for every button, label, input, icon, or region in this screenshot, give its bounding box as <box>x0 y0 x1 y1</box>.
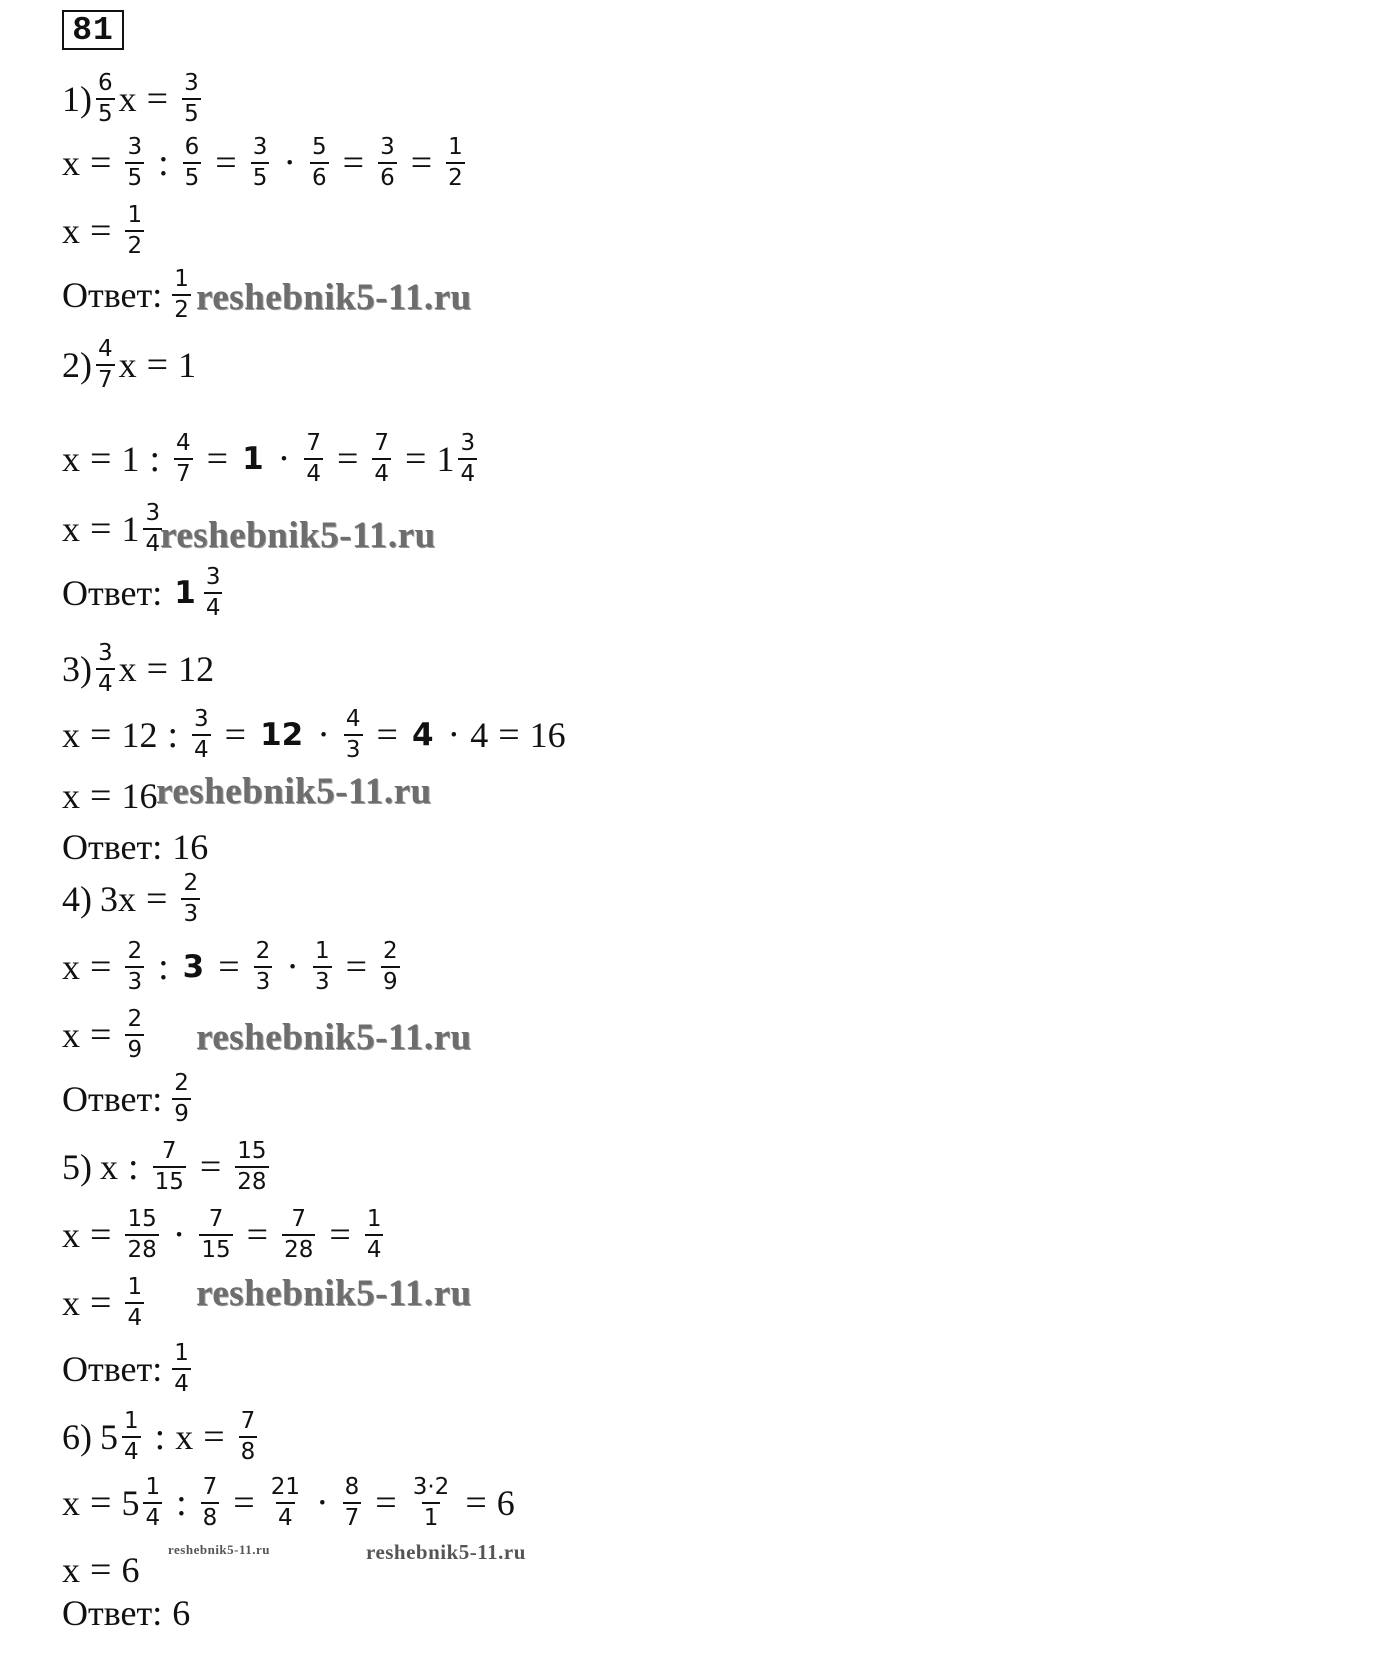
denominator: 4 <box>365 1234 384 1262</box>
fraction <box>458 432 477 486</box>
fraction <box>125 1008 144 1062</box>
fraction <box>269 1476 302 1530</box>
watermark: reshebnik5-11.ru <box>196 1273 472 1314</box>
numerator: 7 <box>306 430 321 456</box>
fraction <box>143 1476 162 1530</box>
math-term: 16 <box>121 776 158 816</box>
numerator: 3 <box>184 70 199 96</box>
denominator: 3 <box>125 966 144 994</box>
numerator: 3 <box>194 706 209 732</box>
answer-label: Ответ: <box>62 573 163 613</box>
fraction <box>125 1276 144 1330</box>
denominator: 15 <box>153 1166 186 1194</box>
problem-4-equation <box>62 872 204 926</box>
fraction <box>282 1208 315 1262</box>
numerator: 3 <box>380 134 395 160</box>
answer-label: Ответ: <box>62 1593 163 1633</box>
operator: = <box>465 1482 487 1524</box>
math-term: 6 <box>121 1550 140 1590</box>
denominator: 4 <box>204 592 223 620</box>
fraction <box>254 940 273 994</box>
math-term: 1 <box>121 509 140 549</box>
operator: = <box>199 1146 222 1188</box>
denominator: 4 <box>192 734 211 762</box>
math-term: 16 <box>529 715 566 755</box>
fraction <box>365 1208 384 1262</box>
problem-4-result <box>62 1008 148 1062</box>
fraction <box>411 1476 452 1530</box>
fraction <box>183 136 202 190</box>
numerator: 1 <box>174 266 189 292</box>
denominator: 4 <box>276 1502 295 1530</box>
numerator: 3 <box>252 134 268 160</box>
math-term: x <box>62 211 80 251</box>
denominator: 2 <box>125 230 144 258</box>
fraction <box>172 1072 191 1126</box>
operator: = <box>146 78 169 120</box>
problem-1-equation <box>62 72 205 126</box>
denominator: 7 <box>343 1502 362 1530</box>
fraction <box>125 204 144 258</box>
numerator: 3 <box>127 134 143 160</box>
numerator: 1 <box>174 1340 189 1366</box>
operator: = <box>376 714 398 756</box>
numerator: 2 <box>127 938 143 964</box>
operator: = <box>498 714 520 756</box>
operator: = <box>329 1214 351 1256</box>
problem-5-solution <box>62 1208 387 1262</box>
problem-2-answer <box>62 566 226 620</box>
denominator: 2 <box>172 294 191 322</box>
operator: = <box>218 946 240 988</box>
fraction <box>174 432 193 486</box>
operator: · <box>447 714 461 756</box>
numerator: 7 <box>291 1206 307 1232</box>
numerator: 1 <box>127 1274 143 1300</box>
math-term: x <box>100 1147 118 1187</box>
denominator: 3 <box>313 966 332 994</box>
math-term: x <box>62 776 80 816</box>
operator: : <box>154 1416 166 1458</box>
operator: : <box>167 714 178 756</box>
fraction <box>153 1140 186 1194</box>
math-term: 6 <box>496 1483 515 1523</box>
math-term: 1 <box>174 575 196 611</box>
operator: · <box>283 142 297 184</box>
problem-3-answer <box>62 826 208 868</box>
denominator: 7 <box>174 458 193 486</box>
denominator: 9 <box>172 1098 191 1126</box>
fraction <box>125 136 144 190</box>
operator: = <box>90 1549 112 1591</box>
watermark: reshebnik5-11.ru <box>160 515 436 556</box>
numerator: 6 <box>184 134 200 160</box>
fraction <box>182 72 201 126</box>
operator: = <box>90 1214 112 1256</box>
problem-label: 5) <box>62 1147 92 1187</box>
operator: : <box>149 438 160 480</box>
denominator: 2 <box>446 162 465 190</box>
operator: = <box>90 438 112 480</box>
math-term: 3 <box>182 949 205 985</box>
denominator: 28 <box>235 1166 268 1194</box>
fraction <box>172 268 191 322</box>
operator: · <box>286 946 299 988</box>
problem-2-solution <box>62 432 481 486</box>
math-term: 3x <box>100 879 136 919</box>
fraction <box>343 1476 362 1530</box>
operator: = <box>233 1482 255 1524</box>
operator: : <box>176 1482 187 1524</box>
fraction <box>304 432 323 486</box>
numerator: 3·2 <box>412 1474 450 1500</box>
answer-label: Ответ: <box>62 1349 163 1389</box>
problem-6-equation <box>62 1410 261 1464</box>
problem-4-answer <box>62 1072 195 1126</box>
numerator: 3 <box>460 430 476 456</box>
exercise-number: 81 <box>62 10 124 50</box>
answer-label: Ответ: <box>62 1079 163 1119</box>
problem-6-result <box>62 1548 139 1592</box>
denominator: 4 <box>304 458 323 486</box>
operator: = <box>90 1014 112 1056</box>
operator: = <box>345 946 368 988</box>
numerator: 3 <box>145 500 161 526</box>
math-term: 5 <box>121 1483 140 1523</box>
operator: · <box>277 438 291 480</box>
numerator: 1 <box>314 938 330 964</box>
denominator: 28 <box>125 1234 158 1262</box>
operator: = <box>206 438 229 480</box>
answer-label: Ответ: <box>62 827 163 867</box>
problem-4-solution <box>62 940 404 994</box>
denominator: 4 <box>143 528 162 556</box>
operator: = <box>146 344 169 386</box>
watermark: reshebnik5-11.ru <box>156 771 432 812</box>
fraction <box>125 940 144 994</box>
denominator: 4 <box>458 458 477 486</box>
numerator: 2 <box>383 938 398 964</box>
denominator: 5 <box>96 98 115 126</box>
fraction <box>122 1410 141 1464</box>
math-term: 12 <box>260 717 304 753</box>
denominator: 5 <box>182 98 201 126</box>
math-term: x <box>118 649 137 689</box>
numerator: 7 <box>240 1408 256 1434</box>
math-term: 1 <box>242 441 264 477</box>
fraction <box>251 136 270 190</box>
denominator: 7 <box>96 364 115 392</box>
fraction <box>181 872 200 926</box>
numerator: 1 <box>127 202 143 228</box>
math-term: 1 <box>178 345 197 385</box>
operator: = <box>90 946 112 988</box>
denominator: 9 <box>125 1034 144 1062</box>
problem-3-result <box>62 774 157 818</box>
numerator: 7 <box>202 1474 218 1500</box>
operator: · <box>316 1482 329 1524</box>
problem-2-equation <box>62 338 196 392</box>
operator: = <box>215 142 237 184</box>
fraction <box>199 1208 232 1262</box>
math-term: 4 <box>470 715 489 755</box>
math-term: x <box>62 947 80 987</box>
operator: = <box>90 210 112 252</box>
answer-label: Ответ: <box>62 275 163 315</box>
problem-1-result <box>62 204 148 258</box>
numerator: 2 <box>255 938 271 964</box>
watermark: reshebnik5-11.ru <box>168 1542 271 1557</box>
math-term: 4 <box>411 717 434 753</box>
fraction <box>310 136 329 190</box>
fraction <box>192 708 211 762</box>
problem-1-solution <box>62 136 469 190</box>
denominator: 6 <box>378 162 397 190</box>
operator: = <box>146 648 169 690</box>
math-term: x <box>118 79 137 119</box>
watermark: reshebnik5-11.ru <box>366 1540 526 1564</box>
operator: · <box>317 714 330 756</box>
denominator: 1 <box>422 1502 441 1530</box>
denominator: 6 <box>310 162 329 190</box>
operator: = <box>90 1482 112 1524</box>
fraction <box>204 566 223 620</box>
operator: = <box>90 714 112 756</box>
denominator: 4 <box>143 1502 162 1530</box>
math-term: x <box>62 1215 80 1255</box>
fraction <box>96 642 115 696</box>
operator: = <box>336 438 359 480</box>
numerator: 1 <box>124 1408 139 1434</box>
math-term: x <box>62 439 80 479</box>
numerator: 21 <box>270 1474 300 1500</box>
problem-5-equation <box>62 1140 273 1194</box>
problem-5-answer <box>62 1342 195 1396</box>
math-term: x <box>62 1283 80 1323</box>
problem-label: 4) <box>62 879 92 919</box>
math-term: 12 <box>178 649 215 689</box>
fraction <box>344 708 363 762</box>
fraction <box>313 940 332 994</box>
fraction <box>96 72 115 126</box>
numerator: 2 <box>174 1070 189 1096</box>
operator: = <box>405 438 427 480</box>
operator: = <box>146 878 168 920</box>
numerator: 1 <box>366 1206 382 1232</box>
math-term: x <box>118 345 137 385</box>
operator: = <box>246 1214 269 1256</box>
numerator: 1 <box>448 134 463 160</box>
problem-2-result <box>62 502 166 556</box>
denominator: 28 <box>282 1234 315 1262</box>
denominator: 3 <box>254 966 273 994</box>
fraction <box>201 1476 220 1530</box>
fraction <box>125 1208 158 1262</box>
denominator: 4 <box>122 1436 141 1464</box>
numerator: 7 <box>161 1138 177 1164</box>
numerator: 8 <box>344 1474 360 1500</box>
fraction <box>378 136 397 190</box>
operator: = <box>90 1282 112 1324</box>
numerator: 3 <box>98 640 113 666</box>
operator: : <box>128 1146 139 1188</box>
operator: : <box>158 142 169 184</box>
problem-3-solution <box>62 708 566 762</box>
denominator: 3 <box>344 734 363 762</box>
denominator: 5 <box>125 162 144 190</box>
denominator: 8 <box>239 1436 258 1464</box>
fraction <box>381 940 400 994</box>
numerator: 2 <box>183 870 199 896</box>
denominator: 9 <box>381 966 400 994</box>
denominator: 4 <box>96 668 115 696</box>
denominator: 15 <box>199 1234 232 1262</box>
math-term: x <box>62 1550 80 1590</box>
numerator: 1 <box>145 1474 161 1500</box>
math-term: x <box>62 143 80 183</box>
numerator: 5 <box>312 134 327 160</box>
problem-label: 3) <box>62 649 92 689</box>
problem-6-solution <box>62 1476 515 1530</box>
operator: · <box>172 1214 186 1256</box>
fraction <box>96 338 115 392</box>
math-term: 16 <box>172 827 209 867</box>
operator: = <box>90 508 112 550</box>
denominator: 8 <box>201 1502 220 1530</box>
math-term: 6 <box>172 1593 191 1633</box>
watermark: reshebnik5-11.ru <box>196 277 472 318</box>
problem-label: 2) <box>62 345 92 385</box>
problem-3-equation <box>62 642 214 696</box>
operator: : <box>158 946 169 988</box>
denominator: 4 <box>372 458 391 486</box>
numerator: 6 <box>98 70 113 96</box>
numerator: 15 <box>237 1138 267 1164</box>
math-term: x <box>62 715 80 755</box>
math-term: x <box>62 1483 80 1523</box>
math-term: 5 <box>100 1417 118 1457</box>
operator: = <box>90 142 112 184</box>
problem-label: 1) <box>62 79 92 119</box>
math-term: x <box>62 1015 80 1055</box>
numerator: 7 <box>208 1206 224 1232</box>
numerator: 3 <box>205 564 221 590</box>
operator: = <box>203 1416 225 1458</box>
denominator: 4 <box>125 1302 144 1330</box>
problem-1-answer <box>62 268 195 322</box>
numerator: 7 <box>374 430 390 456</box>
numerator: 4 <box>345 706 361 732</box>
denominator: 4 <box>172 1368 191 1396</box>
fraction <box>446 136 465 190</box>
problem-5-result <box>62 1276 148 1330</box>
numerator: 4 <box>98 336 113 362</box>
fraction <box>235 1140 268 1194</box>
watermark: reshebnik5-11.ru <box>196 1017 472 1058</box>
math-term: 12 <box>121 715 158 755</box>
math-term: x <box>62 509 80 549</box>
numerator: 2 <box>127 1006 143 1032</box>
problem-6-answer <box>62 1592 190 1634</box>
fraction <box>172 1342 191 1396</box>
math-term: 1 <box>121 439 140 479</box>
fraction <box>372 432 391 486</box>
operator: = <box>224 714 247 756</box>
operator: = <box>375 1482 397 1524</box>
math-term: 1 <box>436 439 455 479</box>
problem-label: 6) <box>62 1417 92 1457</box>
numerator: 15 <box>127 1206 157 1232</box>
operator: = <box>342 142 365 184</box>
numerator: 4 <box>176 430 191 456</box>
operator: = <box>410 142 433 184</box>
denominator: 5 <box>251 162 270 190</box>
denominator: 5 <box>183 162 202 190</box>
operator: = <box>90 775 112 817</box>
math-term: x <box>175 1417 194 1457</box>
fraction <box>239 1410 258 1464</box>
denominator: 3 <box>181 898 200 926</box>
